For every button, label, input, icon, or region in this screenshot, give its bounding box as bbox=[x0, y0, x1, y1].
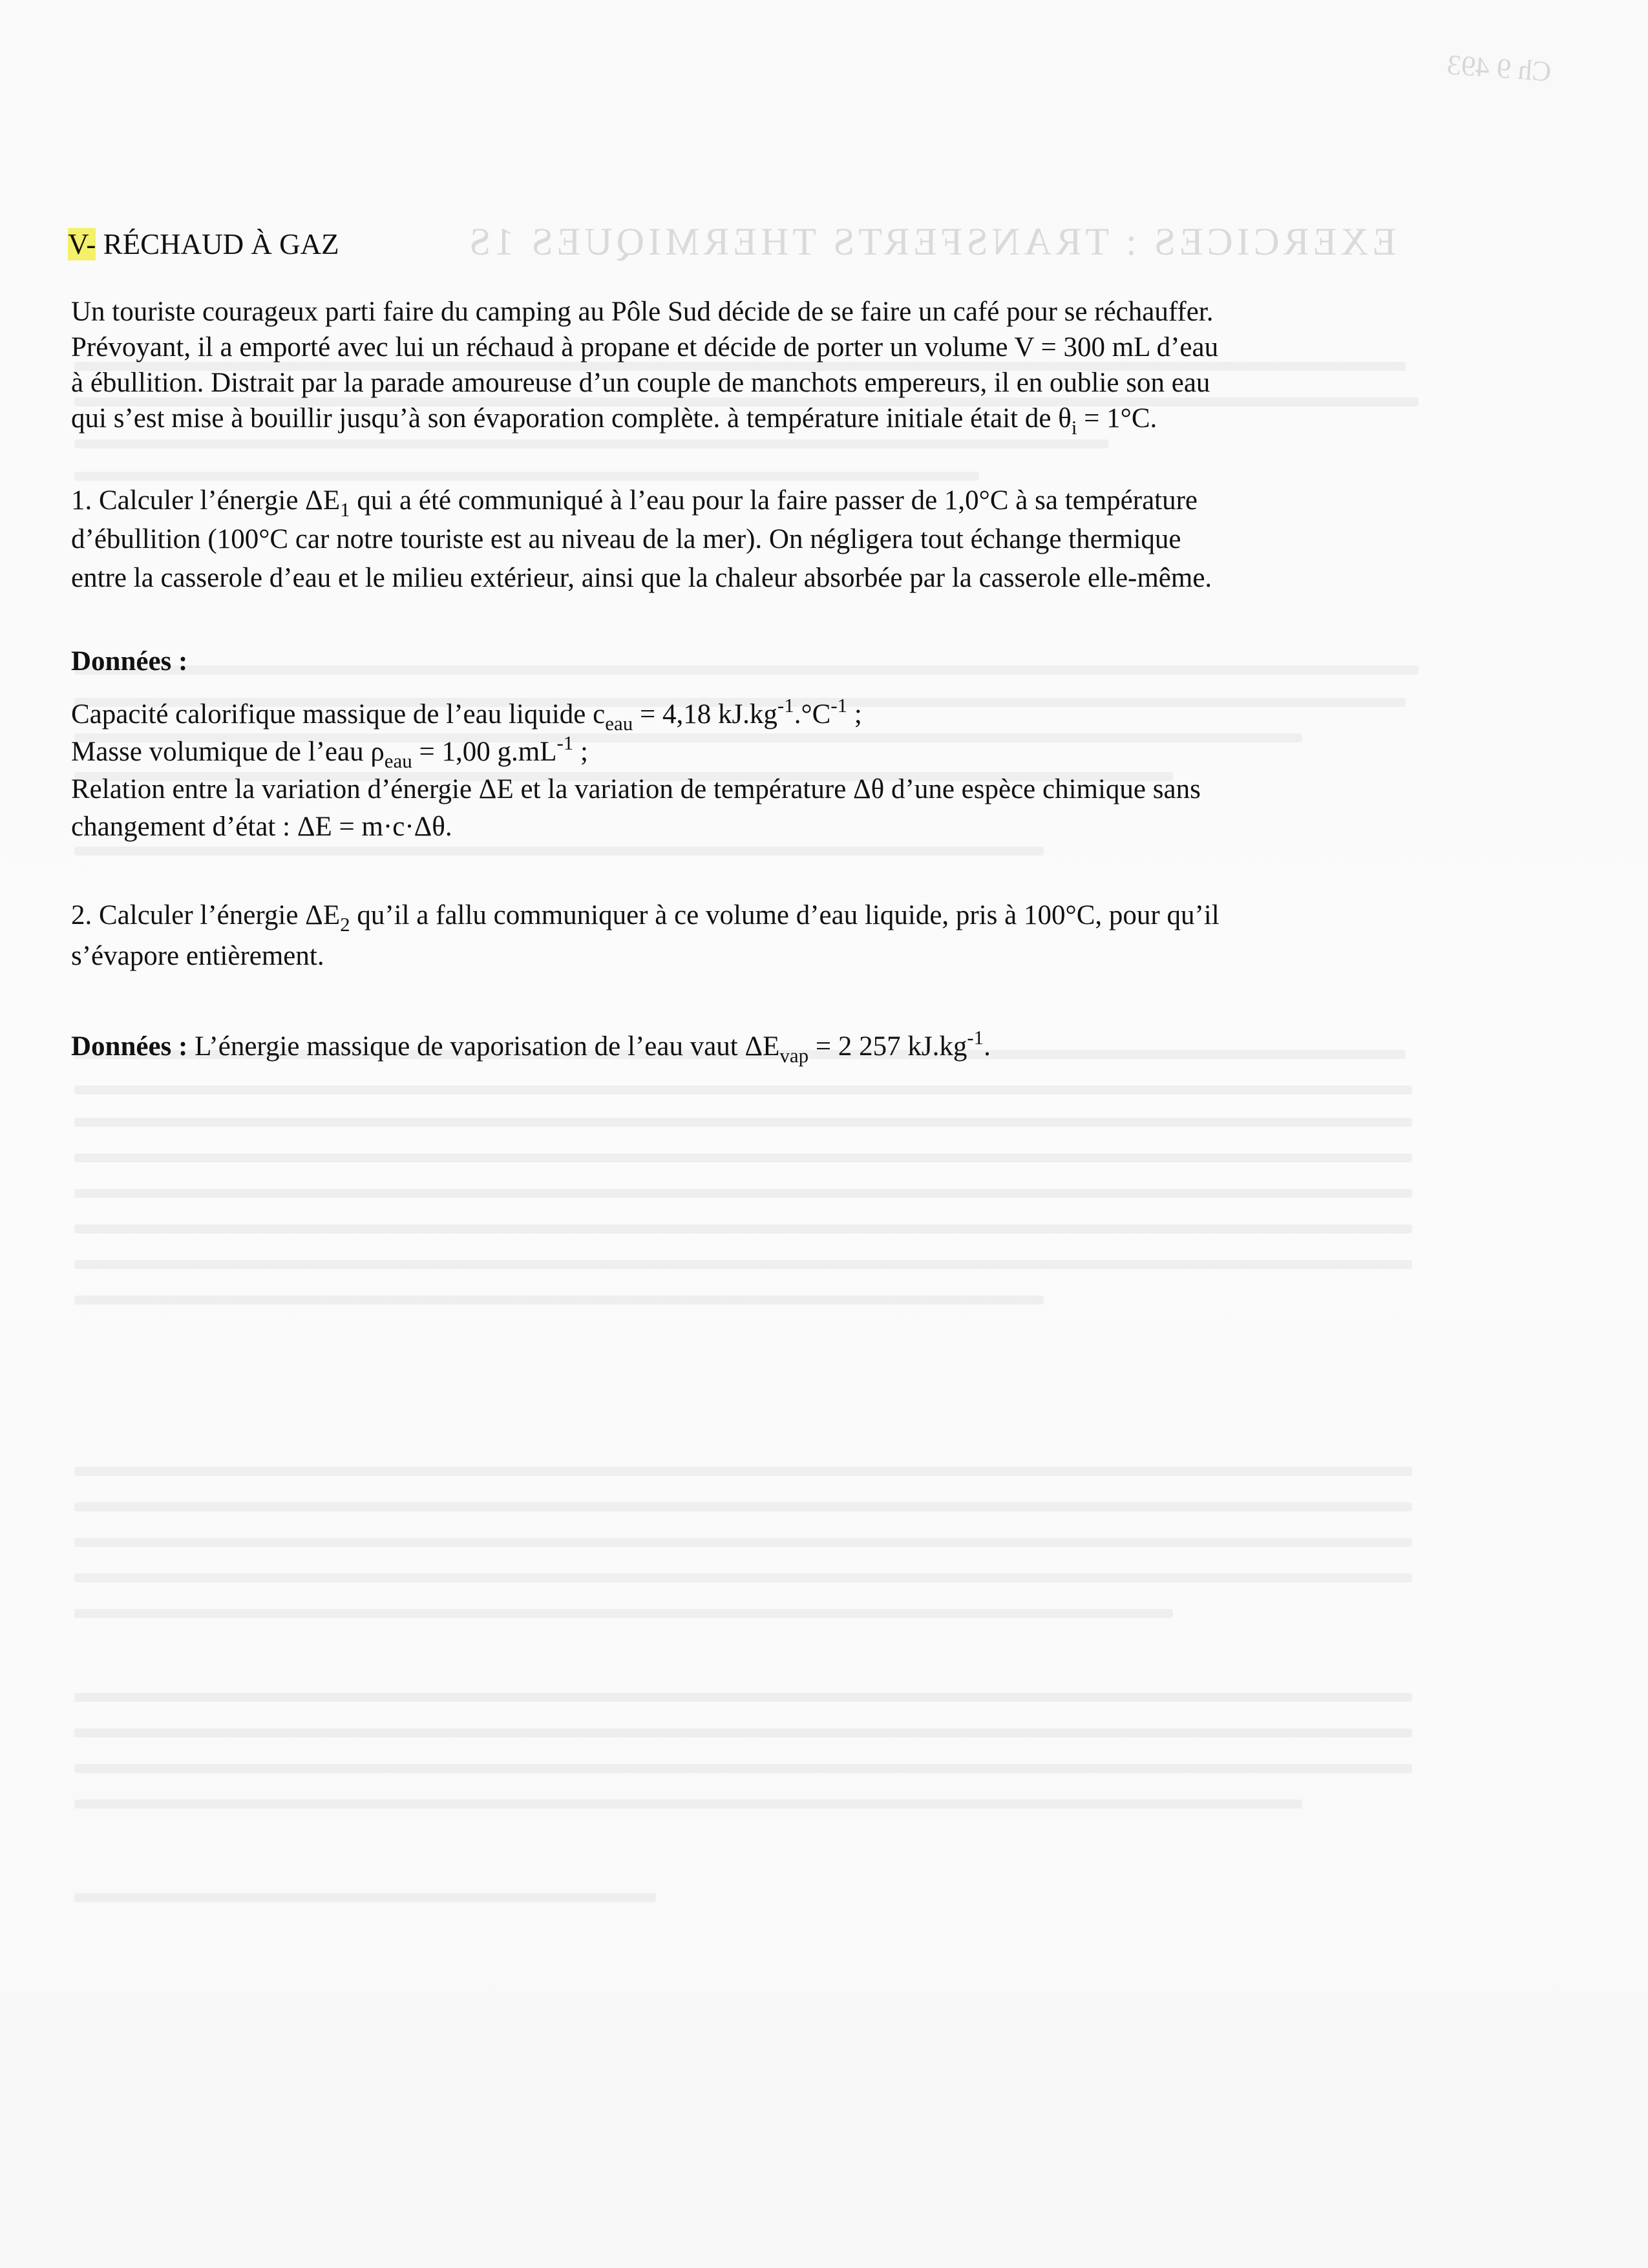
data-text: = 2 257 kJ.kg bbox=[808, 1031, 967, 1062]
question-2 bbox=[71, 895, 1435, 976]
bleed-through-line bbox=[74, 472, 979, 481]
intro-text: qui s’est mise à bouillir jusqu’à son évaporation complète. à température initiale était de θ bbox=[71, 403, 1072, 434]
intro-text: = 1°C. bbox=[1077, 403, 1157, 434]
data-text: Capacité calorifique massique de l’eau liquide c bbox=[71, 699, 606, 730]
superscript: -1 bbox=[830, 693, 848, 717]
reverse-side-header: EXERCICES : TRANSFERTS THERMIQUES 1S bbox=[465, 220, 1397, 263]
section-prefix: V- bbox=[68, 228, 96, 260]
bleed-through-line bbox=[74, 1573, 1412, 1582]
data-text: L’énergie massique de vaporisation de l’eau vaut ΔE bbox=[187, 1031, 780, 1062]
relation-line: changement d’état : ΔE = m·c·Δθ. bbox=[71, 812, 452, 842]
intro-line: à ébullition. Distrait par la parade amoureuse d’un couple de manchots empereurs, il en oublie son eau bbox=[71, 368, 1210, 398]
data-text: .°C bbox=[794, 699, 831, 730]
bleed-through-line bbox=[74, 439, 1108, 448]
data-text: . bbox=[984, 1031, 991, 1062]
bleed-through-line bbox=[74, 1118, 1412, 1127]
question-2-line: s’évapore entièrement. bbox=[71, 941, 324, 971]
intro-line: Prévoyant, il a emporté avec lui un réchaud à propane et décide de porter un volume V = 300 mL d’eau bbox=[71, 332, 1219, 362]
bleed-through-line bbox=[74, 1296, 1044, 1305]
corner-handwritten-mark: Ch 9 493 bbox=[1446, 48, 1552, 88]
bleed-through-line bbox=[74, 1224, 1412, 1234]
bleed-through-line bbox=[74, 1693, 1412, 1702]
question-1-line: d’ébullition (100°C car notre touriste est au niveau de la mer). On négligera tout échange thermique bbox=[71, 524, 1181, 554]
question-1 bbox=[71, 481, 1435, 598]
subscript: i bbox=[1071, 415, 1077, 439]
bleed-through-line bbox=[74, 1189, 1412, 1198]
heat-capacity-line bbox=[71, 693, 1435, 735]
data-block-1 bbox=[71, 643, 1435, 846]
bleed-through-line bbox=[74, 1609, 1173, 1618]
bleed-through-line bbox=[74, 1153, 1412, 1162]
data-text: ; bbox=[847, 699, 862, 730]
superscript: -1 bbox=[967, 1025, 984, 1049]
data-text: = 4,18 kJ.kg bbox=[633, 699, 777, 730]
data-heading: Données : bbox=[71, 646, 188, 677]
data-block-2 bbox=[71, 1027, 1435, 1066]
section-title bbox=[68, 227, 339, 261]
bleed-through-line bbox=[74, 846, 1044, 856]
data-heading: Données : bbox=[71, 1031, 188, 1062]
superscript: -1 bbox=[556, 731, 574, 754]
subscript: eau bbox=[384, 749, 412, 772]
relation-line: Relation entre la variation d’énergie ΔE et la variation de température Δθ d’une espèce chimique sans bbox=[71, 774, 1201, 804]
data-text: Masse volumique de l’eau ρ bbox=[71, 737, 385, 767]
bleed-through-line bbox=[74, 1764, 1412, 1773]
question-2-line bbox=[71, 895, 1435, 936]
section-title-text: RÉCHAUD À GAZ bbox=[96, 228, 339, 260]
data-text: ; bbox=[573, 737, 588, 767]
subscript: eau bbox=[605, 711, 633, 735]
intro-line: Un touriste courageux parti faire du camping au Pôle Sud décide de se faire un café pour se réchauffer. bbox=[71, 297, 1214, 327]
question-text: qu’il a fallu communiquer à ce volume d’eau liquide, pris à 100°C, pour qu’il bbox=[350, 900, 1220, 930]
subscript: vap bbox=[779, 1044, 809, 1067]
intro-paragraph bbox=[71, 294, 1435, 439]
bleed-through-line bbox=[74, 1502, 1412, 1511]
subscript: 1 bbox=[340, 498, 350, 521]
bleed-through-line bbox=[74, 1086, 1412, 1095]
superscript: -1 bbox=[777, 693, 794, 717]
question-1-line: entre la casserole d’eau et le milieu extérieur, ainsi que la chaleur absorbée par la casserole elle-même. bbox=[71, 563, 1212, 593]
subscript: 2 bbox=[340, 912, 350, 936]
density-line bbox=[71, 733, 1435, 771]
bleed-through-line bbox=[74, 1728, 1412, 1738]
question-1-line bbox=[71, 481, 1435, 520]
bleed-through-line bbox=[74, 1800, 1302, 1809]
question-text: 2. Calculer l’énergie ΔE bbox=[71, 900, 341, 930]
question-text: 1. Calculer l’énergie ΔE bbox=[71, 485, 341, 516]
intro-line bbox=[71, 401, 1435, 439]
vaporisation-line bbox=[71, 1027, 1435, 1066]
bleed-through-line bbox=[74, 1260, 1412, 1269]
data-text: = 1,00 g.mL bbox=[412, 737, 557, 767]
question-text: qui a été communiqué à l’eau pour la faire passer de 1,0°C à sa température bbox=[350, 485, 1198, 516]
bleed-through-line bbox=[74, 1538, 1412, 1547]
bleed-through-line bbox=[74, 1467, 1412, 1476]
bleed-through-line bbox=[74, 1893, 656, 1902]
